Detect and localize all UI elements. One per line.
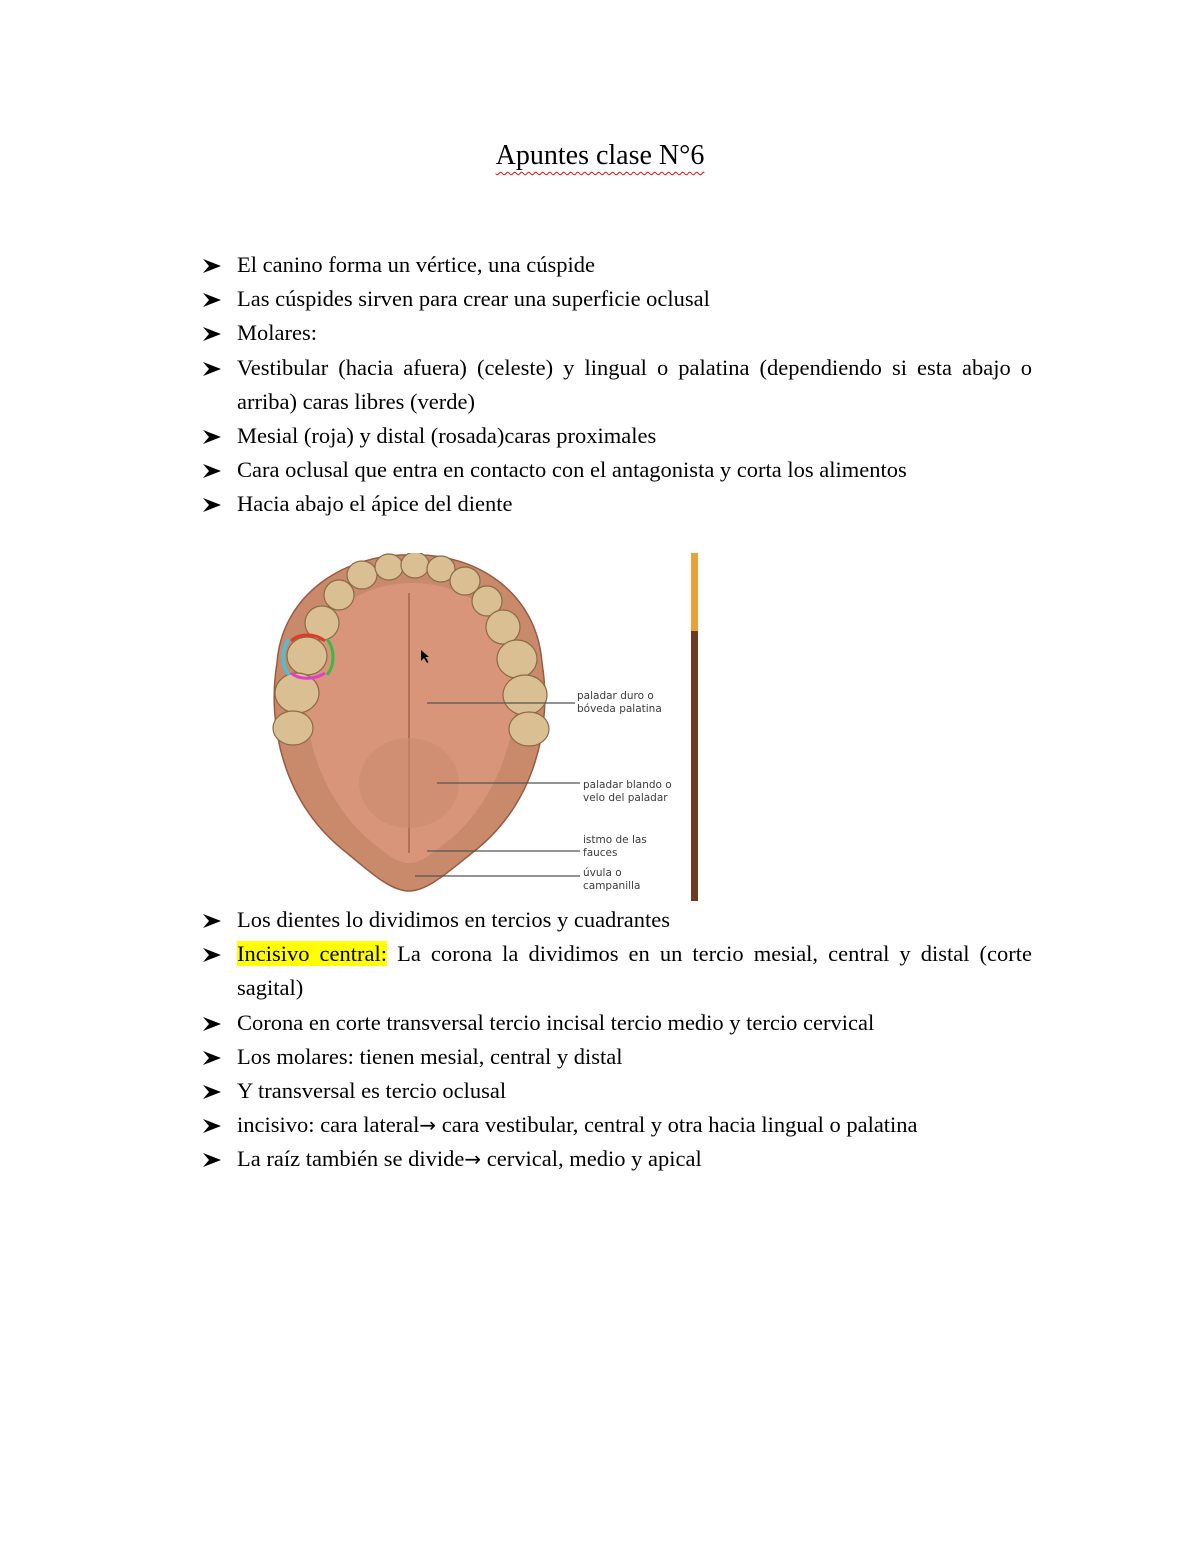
arrowhead-bullet-icon [200,487,226,521]
notes-list-top [200,248,1032,522]
palate-anatomy-figure [237,553,700,901]
list-item: Los dientes lo dividimos en tercios y cuadrantes [200,903,1032,937]
list-item: Corona en corte transversal tercio incisal tercio medio y tercio cervical [200,1006,1032,1040]
list-item: Las cúspides sirven para crear una superficie oclusal [200,282,1032,316]
list-item: Y transversal es tercio oclusal [200,1074,1032,1108]
list-item: La raíz también se divide→ cervical, medio y apical [200,1142,1032,1176]
arrowhead-bullet-icon [200,316,226,350]
arrowhead-bullet-icon [200,1074,226,1108]
label-paladar-blando: paladar blando o velo del paladar [583,779,672,804]
list-item: Hacia abajo el ápice del diente [200,487,1032,521]
arrowhead-bullet-icon [200,1108,226,1142]
bar-bottom [691,631,698,901]
arrow-right-icon: → [419,1113,437,1138]
arrow-right-icon: → [464,1147,482,1172]
list-item: incisivo: cara lateral→ cara vestibular, central y otra hacia lingual o palatina [200,1108,1032,1142]
list-item: Mesial (roja) y distal (rosada)caras proximales [200,419,1032,453]
arrowhead-bullet-icon [200,1142,226,1176]
label-uvula: úvula o campanilla [583,867,641,892]
list-item: Vestibular (hacia afuera) (celeste) y lingual o palatina (dependiendo si esta abajo o arriba) caras libres (verde) [200,351,1032,419]
arrowhead-bullet-icon [200,1006,226,1040]
highlighted-term: Incisivo central: [237,941,388,967]
label-paladar-duro: paladar duro o bóveda palatina [577,690,662,715]
list-item: El canino forma un vértice, una cúspide [200,248,1032,282]
arrowhead-bullet-icon [200,351,226,385]
label-istmo: istmo de las fauces [583,834,647,859]
arrowhead-bullet-icon [200,419,226,453]
bar-top [691,553,698,631]
notes-list-bottom [200,903,1032,1177]
arrowhead-bullet-icon [200,282,226,316]
list-item: Molares: [200,316,1032,350]
list-item: Los molares: tienen mesial, central y distal [200,1040,1032,1074]
arrowhead-bullet-icon [200,1040,226,1074]
arrowhead-bullet-icon [200,903,226,937]
list-item: Cara oclusal que entra en contacto con el antagonista y corta los alimentos [200,453,1032,487]
list-item: Incisivo central: La corona la dividimos en un tercio mesial, central y distal (corte sagital) [200,937,1032,1005]
arrowhead-bullet-icon [200,453,226,487]
arrowhead-bullet-icon [200,937,226,971]
page-title: Apuntes clase N°6 [495,140,705,171]
arrowhead-bullet-icon [200,248,226,282]
